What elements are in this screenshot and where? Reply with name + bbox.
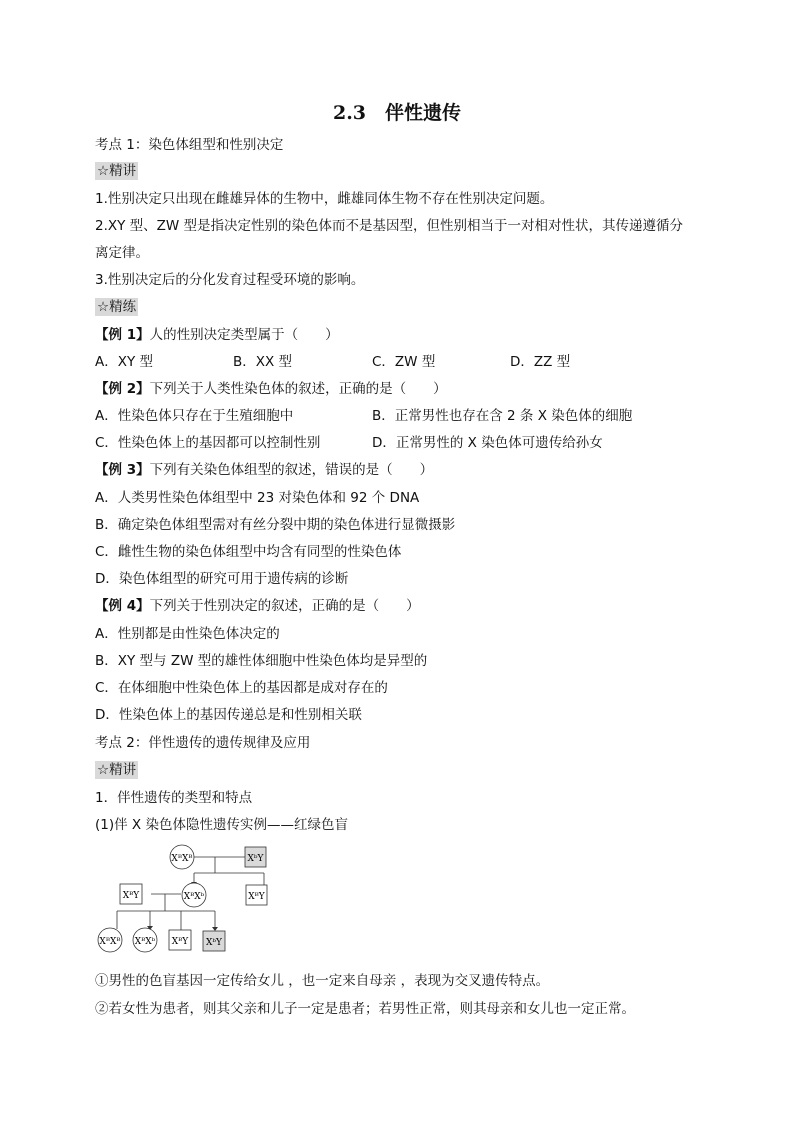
example-4-label: 【例 4】 <box>95 598 150 614</box>
kp1-heading: 考点 1：染色体组型和性别决定 <box>95 137 284 153</box>
ex2-option-b: B．正常男性也存在含 2 条 X 染色体的细胞 <box>372 408 633 424</box>
gen3-male-3-label: XᴮY <box>171 937 189 947</box>
kp2-heading: 考点 2：伴性遗传的遗传规律及应用 <box>95 735 311 751</box>
gen2-male-left-label: XᴮY <box>122 891 140 901</box>
ex4-option-c: C．在体细胞中性染色体上的基因都是成对存在的 <box>95 680 388 696</box>
para-2b: 离定律。 <box>95 245 149 261</box>
ex1-option-a: A．XY 型 <box>95 354 154 370</box>
tag-lecture-2: ☆精讲 <box>97 762 137 778</box>
gen3-female-2-label: XᴮXᵇ <box>134 937 156 947</box>
gen3-female-1-label: XᴮXᴮ <box>99 937 121 947</box>
ex3-option-b: B．确定染色体组型需对有丝分裂中期的染色体进行显微摄影 <box>95 517 456 533</box>
example-4-stem: 下列关于性别决定的叙述，正确的是（ ） <box>149 598 420 614</box>
para-1: 1.性别决定只出现在雌雄异体的生物中，雌雄同体生物不存在性别决定问题。 <box>95 191 554 207</box>
ex4-option-a: A．性别都是由性染色体决定的 <box>95 626 280 642</box>
section-1: 1．伴性遗传的类型和特点 <box>95 790 253 806</box>
ex3-option-c: C．雌性生物的染色体组型中均含有同型的性染色体 <box>95 544 402 560</box>
ex3-option-d: D．染色体组型的研究可用于遗传病的诊断 <box>95 571 349 587</box>
tag-practice: ☆精练 <box>97 299 137 315</box>
tag-lecture-1: ☆精讲 <box>97 163 137 179</box>
example-1-stem: 人的性别决定类型属于（ ） <box>149 327 339 343</box>
pedigree-svg <box>95 838 280 958</box>
ex2-option-d: D．正常男性的 X 染色体可遗传给孙女 <box>372 435 603 451</box>
ex2-option-a: A．性染色体只存在于生殖细胞中 <box>95 408 294 424</box>
ex3-option-a: A．人类男性染色体组型中 23 对染色体和 92 个 DNA <box>95 490 420 506</box>
para-3: 3.性别决定后的分化发育过程受环境的影响。 <box>95 272 365 288</box>
note-2: ②若女性为患者，则其父亲和儿子一定是患者；若男性正常，则其母亲和女儿也一定正常。 <box>95 1001 635 1017</box>
example-2-stem: 下列关于人类性染色体的叙述，正确的是（ ） <box>149 381 447 397</box>
example-3-label: 【例 3】 <box>95 462 150 478</box>
gen2-female-label: XᴮXᵇ <box>183 892 205 902</box>
ex1-option-d: D．ZZ 型 <box>510 354 571 370</box>
pedigree-diagram <box>95 838 280 958</box>
example-4 <box>95 597 420 615</box>
ex4-option-d: D．性染色体上的基因传递总是和性别相关联 <box>95 707 362 723</box>
page-title: 2.3 伴性遗传 <box>332 102 462 124</box>
example-1-label: 【例 1】 <box>95 327 150 343</box>
ex1-option-c: C．ZW 型 <box>372 354 436 370</box>
example-3-stem: 下列有关染色体组型的叙述，错误的是（ ） <box>149 462 434 478</box>
example-3 <box>95 461 433 479</box>
example-1 <box>95 326 339 344</box>
gen2-male-right-label: XᴮY <box>248 892 265 902</box>
section-1a: (1)伴 X 染色体隐性遗传实例——红绿色盲 <box>95 817 348 833</box>
ex4-option-b: B．XY 型与 ZW 型的雄性体细胞中性染色体均是异型的 <box>95 653 428 669</box>
ex1-option-b: B．XX 型 <box>233 354 293 370</box>
gen1-male-label: XᵇY <box>247 854 264 864</box>
gen3-male-4-label: XᵇY <box>206 938 222 948</box>
ex2-option-c: C．性染色体上的基因都可以控制性别 <box>95 435 321 451</box>
gen1-female-label: XᴮXᴮ <box>171 854 193 864</box>
example-2-label: 【例 2】 <box>95 381 150 397</box>
example-2 <box>95 380 447 398</box>
note-1: ①男性的色盲基因一定传给女儿 ，也一定来自母亲 ，表现为交叉遗传特点。 <box>95 973 550 989</box>
para-2a: 2.XY 型、ZW 型是指决定性别的染色体而不是基因型，但性别相当于一对相对性状，其传递遵循分 <box>95 218 684 234</box>
